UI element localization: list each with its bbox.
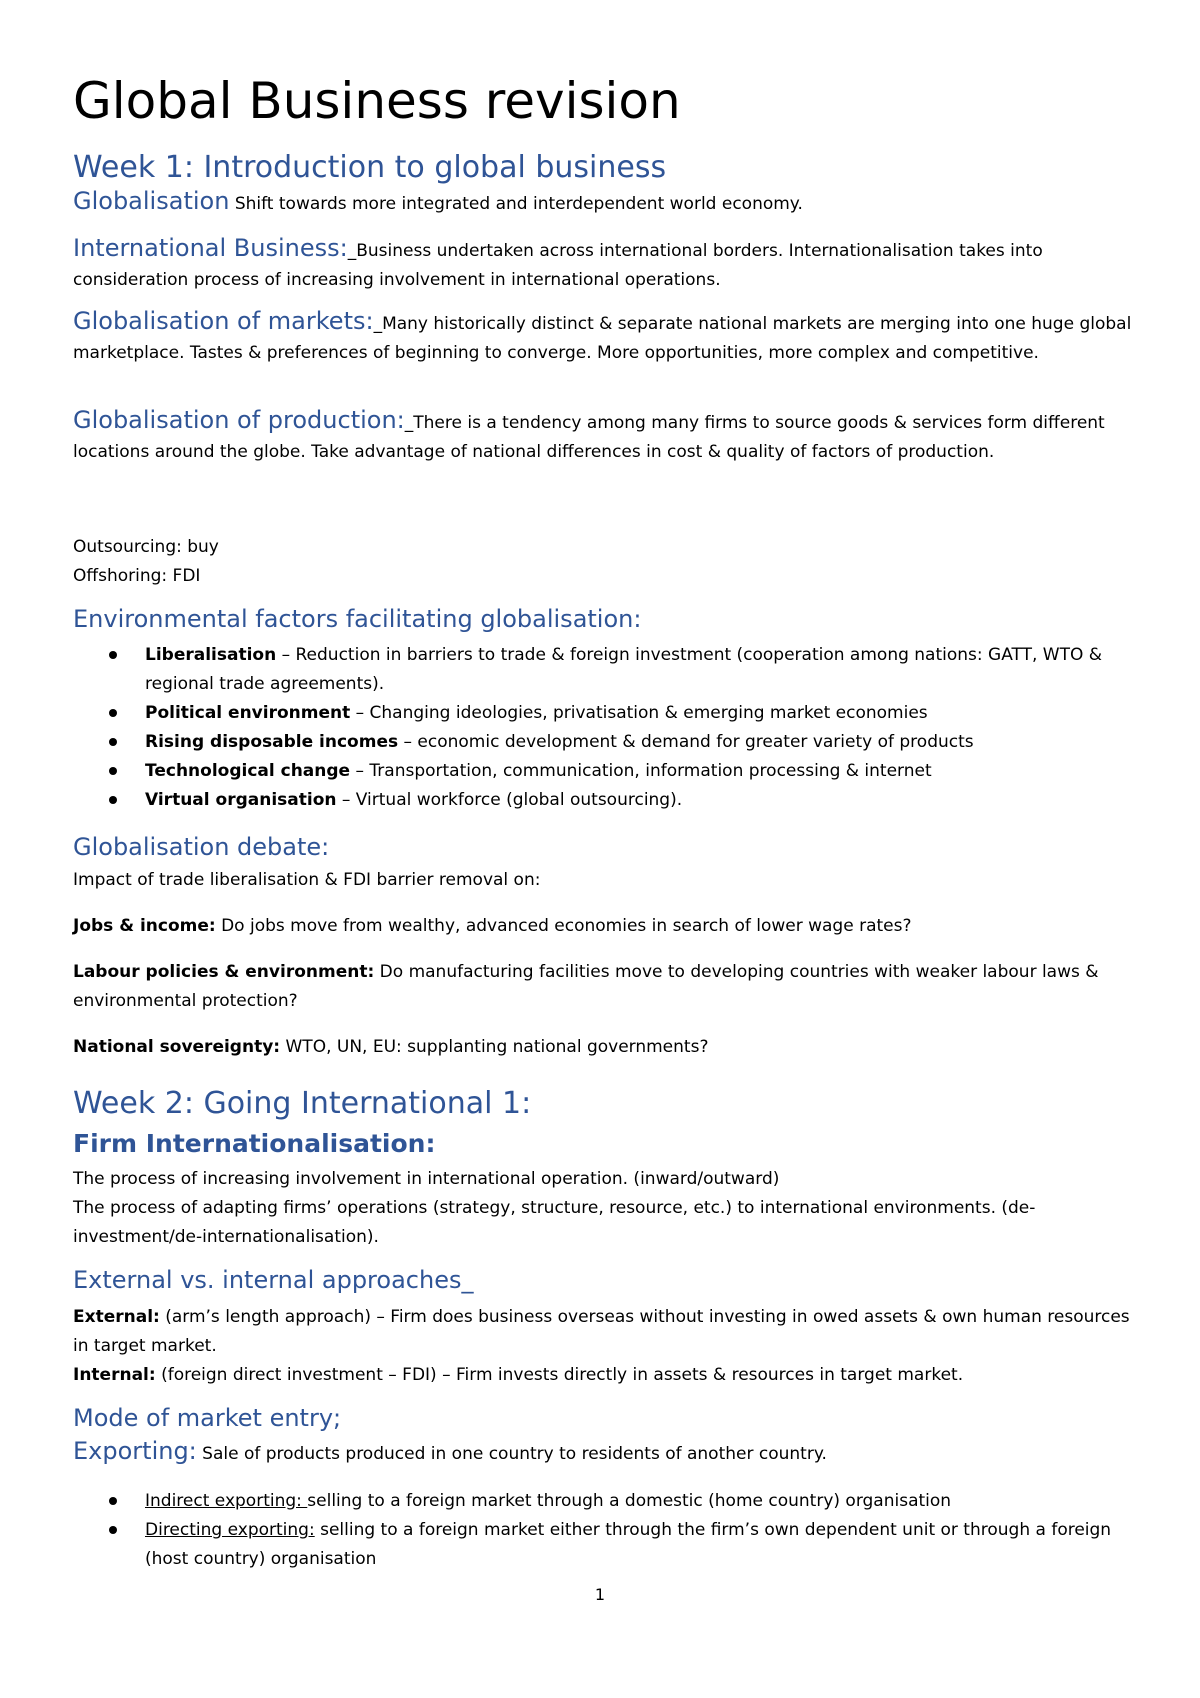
internal-approach [73,1361,1133,1390]
list-item [73,699,1133,728]
env-factors-heading-text: Environmental factors facilitating globalisation: [73,605,642,633]
ext-int-heading-text: External vs. internal approaches_ [73,1266,474,1294]
list-item-text: – economic development & demand for greater variety of products [398,732,974,752]
debate-jobs [73,912,1133,941]
glob-markets-term: Globalisation of markets: [73,307,374,335]
list-item-term: Directing exporting: [145,1520,315,1540]
globalisation-term: Globalisation [73,187,230,215]
firm-internationalisation-heading [73,1129,1133,1162]
list-item-text: – Changing ideologies, privatisation & emerging market economies [350,703,928,723]
firm-line-1: The process of increasing involvement in international operation. (inward/outward) [73,1169,780,1189]
debate-heading [73,833,1133,865]
external-term: External: [73,1307,160,1327]
bullet-icon [109,709,117,717]
glob-markets-paragraph [73,307,1133,368]
bullet-icon [109,738,117,746]
exporting-definition: Sale of products produced in one country to residents of another country. [196,1444,827,1464]
list-item-term: Technological change [145,761,351,781]
list-item-term: Indirect exporting: [145,1491,308,1511]
external-text: (arm’s length approach) – Firm does business overseas without investing in owed assets & own human resources in target market. [73,1307,1130,1356]
external-approach [73,1303,1133,1361]
glob-production-paragraph [73,406,1133,467]
debate-jobs-term: Jobs & income: [73,916,216,936]
list-item [73,1487,1133,1516]
globalisation-definition: Shift towards more integrated and interdependent world economy. [234,194,803,214]
glob-production-term: Globalisation of production: [73,406,405,434]
week2-heading: Week 2: Going International 1: [73,1086,532,1121]
globalisation-paragraph [73,187,1133,219]
offshoring-line: Offshoring: FDI [73,566,201,586]
exporting-paragraph [73,1437,1133,1469]
list-item [73,641,1133,699]
bullet-icon [109,767,117,775]
list-item [73,786,1133,815]
intl-business-definition: _Business undertaken across international borders. Internationalisation takes into consideration process of increasing involvement in international operations. [73,241,1043,290]
debate-labour-term: Labour policies & environment: [73,962,375,982]
intl-business-term: International Business: [73,234,348,262]
document-title: Global Business revision [73,72,681,130]
exporting-term: Exporting: [73,1437,197,1465]
env-factors-list [73,641,1133,815]
list-item-term: Virtual organisation [145,790,337,810]
list-item-text: selling to a foreign market through a domestic (home country) organisation [307,1491,952,1511]
page-number: 1 [594,1585,606,1604]
outsourcing-line: Outsourcing: buy [73,537,219,557]
internal-text: (foreign direct investment – FDI) – Firm invests directly in assets & resources in target market. [155,1365,964,1385]
debate-sovereignty-term: National sovereignty: [73,1037,281,1057]
bullet-icon [109,1526,117,1534]
ext-int-heading [73,1266,1133,1298]
list-item [73,757,1133,786]
bullet-icon [109,796,117,804]
list-item-term: Liberalisation [145,645,277,665]
list-item-term: Rising disposable incomes [145,732,399,752]
debate-jobs-text: Do jobs move from wealthy, advanced economies in search of lower wage rates? [215,916,912,936]
debate-sovereignty-text: WTO, UN, EU: supplanting national governments? [280,1037,709,1057]
internal-term: Internal: [73,1365,156,1385]
debate-heading-text: Globalisation debate: [73,833,330,861]
mode-heading [73,1404,1133,1436]
firm-internationalisation-heading-text: Firm Internationalisation: [73,1129,436,1158]
list-item-text: – Reduction in barriers to trade & foreign investment (cooperation among nations: GATT, WTO & regional trade agreements). [145,645,1103,694]
list-item-text: – Transportation, communication, information processing & internet [350,761,932,781]
list-item [73,728,1133,757]
firm-line-2: The process of adapting firms’ operations (strategy, structure, resource, etc.) to international environments. (de-investment/de-internationalisation). [73,1198,1036,1247]
bullet-icon [109,651,117,659]
env-factors-heading [73,605,1133,637]
list-item-text: – Virtual workforce (global outsourcing). [336,790,683,810]
mode-heading-text: Mode of market entry; [73,1404,342,1432]
debate-labour [73,958,1133,1016]
debate-labour-text: Do manufacturing facilities move to developing countries with weaker labour laws & environmental protection? [73,962,1099,1011]
debate-intro: Impact of trade liberalisation & FDI barrier removal on: [73,870,541,890]
export-list [73,1487,1133,1574]
list-item [73,1516,1133,1574]
glob-markets-definition: _Many historically distinct & separate national markets are merging into one huge global marketplace. Tastes & preferences of beginning to converge. More opportunities, more complex and competitive. [73,314,1132,363]
debate-sovereignty [73,1033,1133,1062]
list-item-text: selling to a foreign market either through the firm’s own dependent unit or through a foreign (host country) organisation [145,1520,1112,1569]
bullet-icon [109,1497,117,1505]
glob-production-definition: _There is a tendency among many firms to source goods & services form different locations around the globe. Take advantage of national differences in cost & quality of factors of production. [73,413,1105,462]
intl-business-paragraph [73,234,1133,295]
list-item-term: Political environment [145,703,351,723]
week1-heading: Week 1: Introduction to global business [73,150,667,185]
